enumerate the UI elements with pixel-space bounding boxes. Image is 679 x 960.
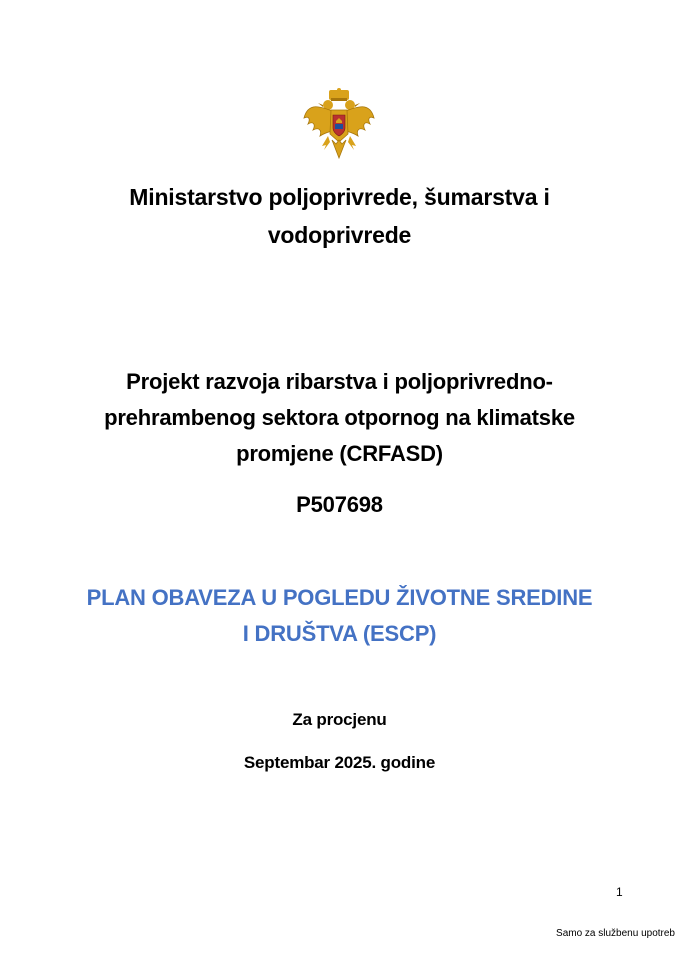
ministry-line-2: vodoprivrede — [267, 222, 412, 248]
plan-title — [0, 580, 679, 652]
crown-icon — [329, 88, 349, 101]
project-line-1: Projekt razvoja ribarstva i poljoprivredno- — [126, 369, 553, 394]
classification-label: Samo za službenu upotreb — [556, 928, 675, 939]
project-line-2: prehrambenog sektora otpornog na klimatske — [104, 405, 575, 430]
plan-line-1: PLAN OBAVEZA U POGLEDU ŽIVOTNE SREDINE — [86, 585, 593, 610]
ministry-name — [0, 178, 679, 254]
project-code: P507698 — [296, 492, 383, 517]
project-line-3: promjene (CRFASD) — [236, 441, 443, 466]
review-status: Za procjenu — [292, 710, 387, 729]
coat-of-arms-icon — [302, 88, 376, 164]
document-date: Septembar 2025. godine — [243, 753, 436, 772]
page-number: 1 — [616, 885, 623, 899]
project-title — [0, 364, 679, 472]
plan-line-2: I DRUŠTVA (ESCP) — [242, 621, 437, 646]
ministry-line-1: Ministarstvo poljoprivrede, šumarstva i — [129, 184, 550, 210]
